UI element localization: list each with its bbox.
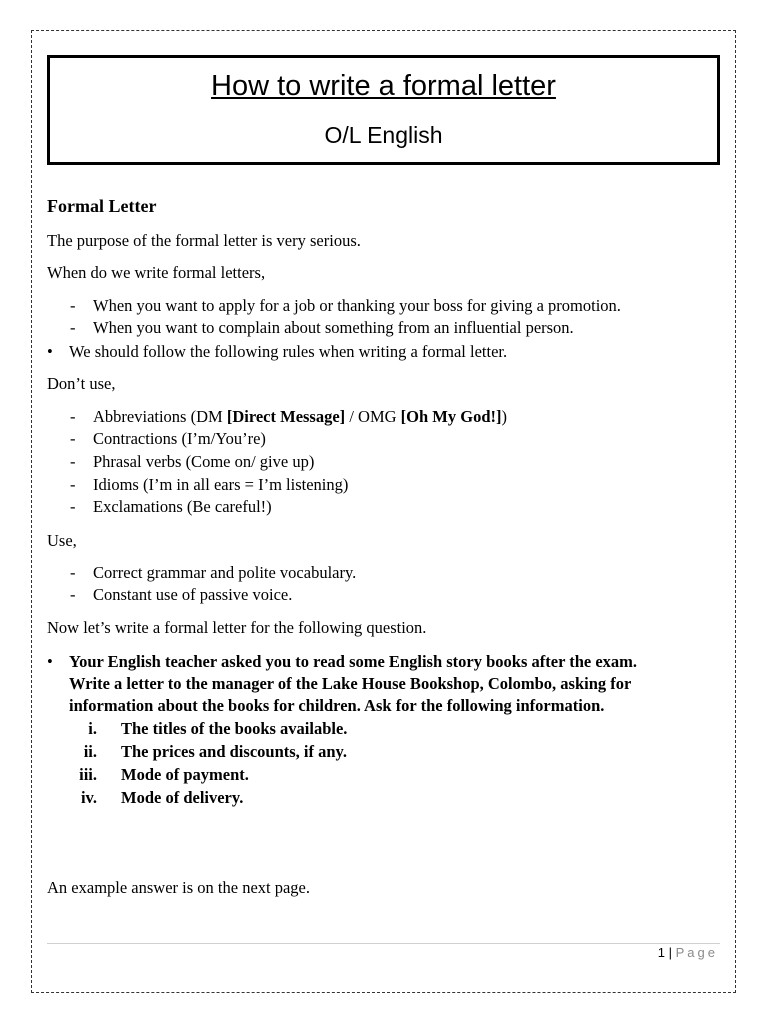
when-item: When you want to apply for a job or thanking your boss for giving a promotion. [93, 296, 621, 315]
dash-marker: - [70, 318, 76, 337]
footer-divider [47, 943, 720, 944]
question-line: information about the books for children. Ask for the following information. [69, 696, 605, 715]
page-title: How to write a formal letter [211, 70, 556, 102]
purpose-paragraph: The purpose of the formal letter is very serious. [47, 231, 361, 250]
rules-bullet: We should follow the following rules when writing a formal letter. [69, 342, 508, 361]
question-line: Write a letter to the manager of the Lake House Bookshop, Colombo, asking for [69, 674, 632, 693]
when-item: When you want to complain about something from an influential person. [93, 318, 574, 337]
footer-separator: | [668, 945, 672, 960]
page-word: Page [675, 945, 718, 960]
page-subtitle: O/L English [324, 122, 443, 148]
question-item: Mode of delivery. [121, 788, 244, 807]
abbrev-dm: [Direct Message] [226, 407, 346, 426]
dont-use-exclamations: Exclamations (Be careful!) [93, 497, 272, 516]
question-item: The titles of the books available. [121, 719, 348, 738]
example-note: An example answer is on the next page. [47, 878, 311, 897]
dash-marker: - [70, 296, 76, 315]
page-number: 1 [657, 945, 665, 960]
roman-numeral: i. [88, 719, 97, 738]
roman-numeral: iii. [79, 765, 97, 784]
dash-marker: - [70, 475, 76, 494]
use-label: Use, [47, 531, 77, 550]
dont-use-contractions: Contractions (I’m/You’re) [93, 429, 266, 448]
abbrev-suffix: ) [501, 407, 507, 426]
section-heading: Formal Letter [47, 196, 157, 216]
dash-marker: - [70, 497, 76, 516]
use-item: Constant use of passive voice. [93, 585, 293, 604]
page-footer [658, 944, 718, 962]
dash-marker: - [70, 407, 76, 426]
dash-marker: - [70, 563, 76, 582]
dont-use-phrasal: Phrasal verbs (Come on/ give up) [93, 452, 315, 471]
dont-use-label: Don’t use, [47, 374, 116, 393]
dont-use-idioms: Idioms (I’m in all ears = I’m listening) [93, 475, 349, 494]
abbrev-prefix: Abbreviations (DM [93, 407, 227, 426]
roman-numeral: iv. [80, 788, 97, 807]
dash-marker: - [70, 585, 76, 604]
abbrev-omg: [Oh My God!] [400, 407, 502, 426]
dash-marker: - [70, 429, 76, 448]
bullet-marker: • [47, 342, 53, 361]
roman-numeral: ii. [83, 742, 97, 761]
dash-marker: - [70, 452, 76, 471]
title-box [47, 55, 720, 165]
question-line: Your English teacher asked you to read some English story books after the exam. [69, 652, 638, 671]
when-intro: When do we write formal letters, [47, 263, 266, 282]
bullet-marker: • [47, 652, 53, 671]
dont-use-abbreviations [93, 406, 507, 428]
now-paragraph: Now let’s write a formal letter for the following question. [47, 618, 427, 637]
use-item: Correct grammar and polite vocabulary. [93, 563, 357, 582]
abbrev-mid: / OMG [345, 407, 401, 426]
question-item: The prices and discounts, if any. [121, 742, 348, 761]
question-item: Mode of payment. [121, 765, 249, 784]
